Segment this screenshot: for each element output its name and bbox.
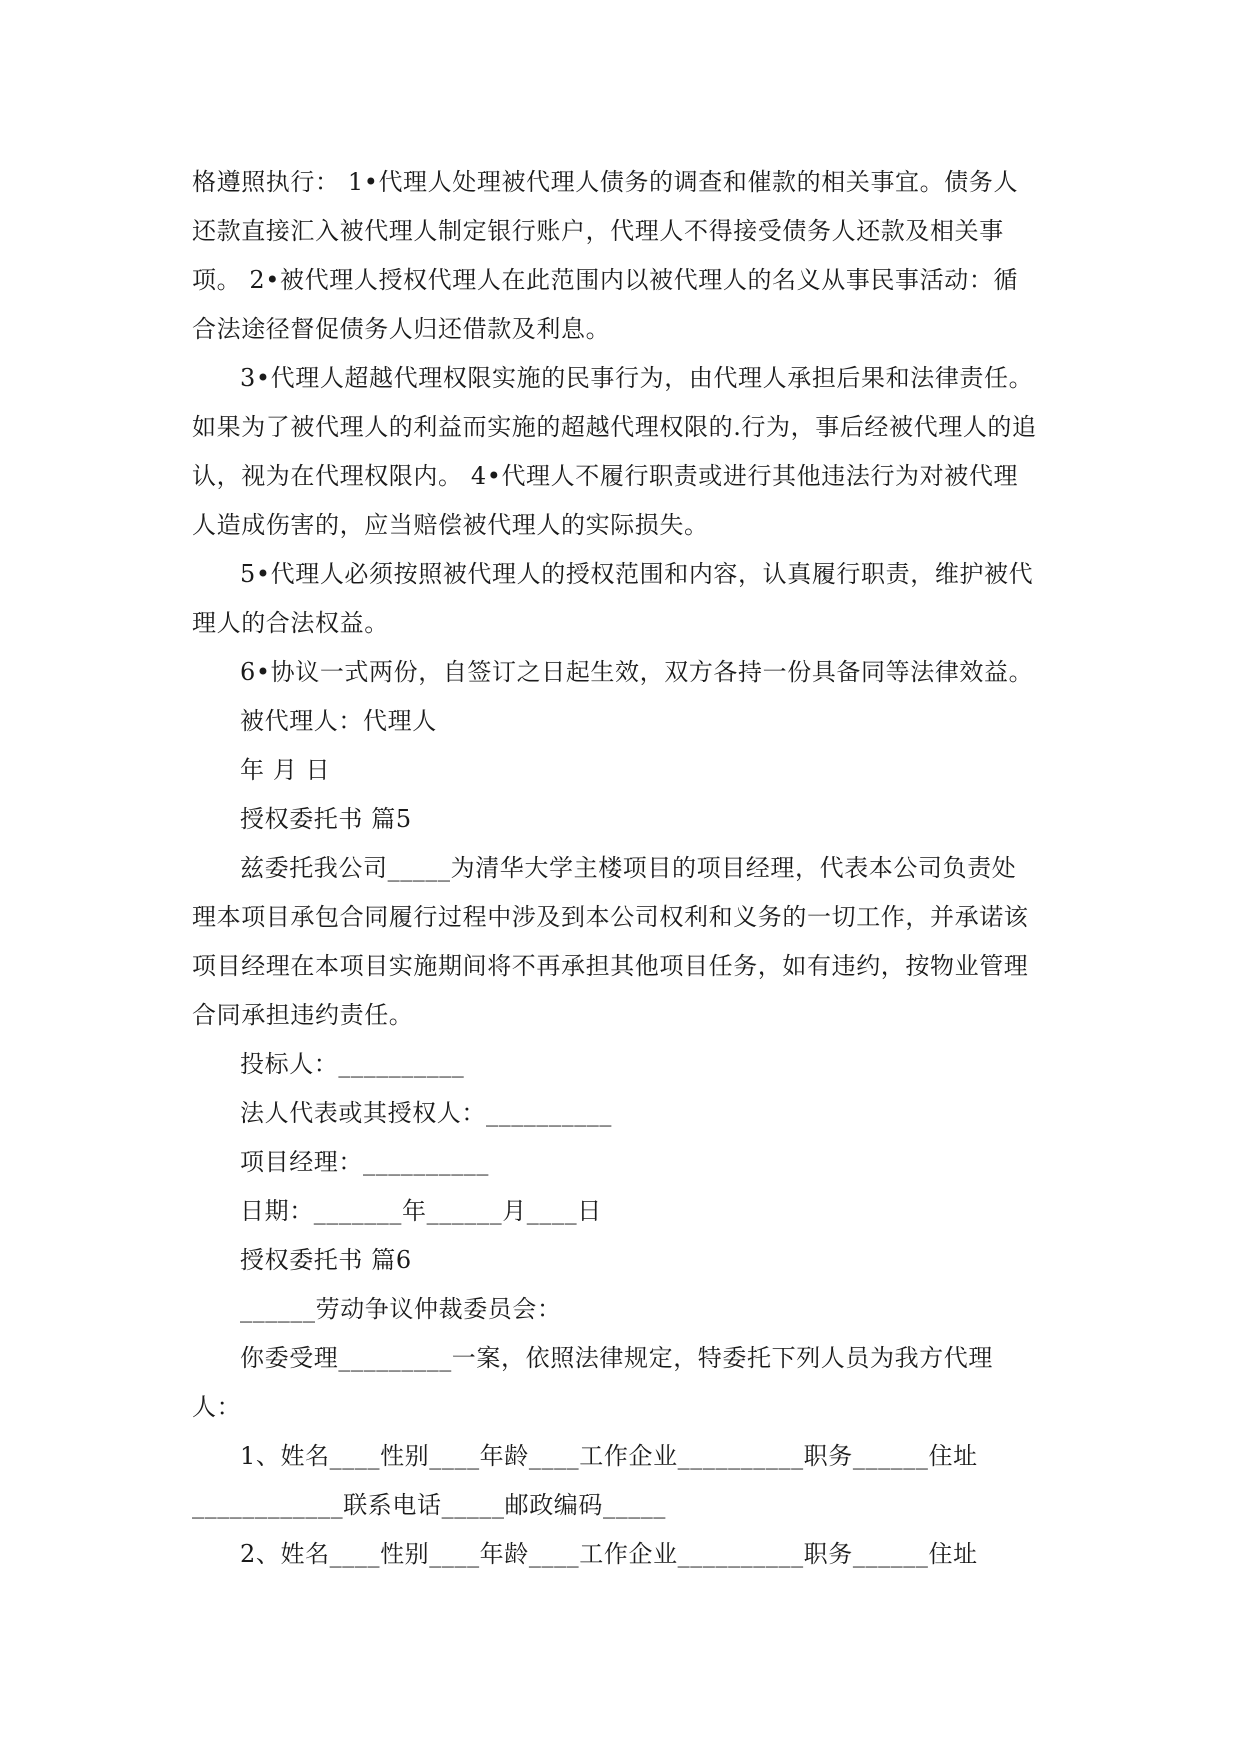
text-line: 合同承担违约责任。 [192, 1001, 414, 1029]
text-line: 合法途径督促债务人归还借款及利息。 [192, 315, 611, 343]
form-field-line: 项目经理：__________ [240, 1148, 489, 1176]
text-line: 如果为了被代理人的利益而实施的超越代理权限的.行为，事后经被代理人的追 [192, 413, 1037, 441]
date-line: 年 月 日 [240, 756, 331, 784]
form-field-line: 2、姓名____性别____年龄____工作企业__________职务______住址 [240, 1540, 978, 1568]
addressee-line: ______劳动争议仲裁委员会： [240, 1295, 562, 1323]
text-line: 理人的合法权益。 [192, 609, 389, 637]
text-line: 6•协议一式两份，自签订之日起生效，双方各持一份具备同等法律效益。 [240, 658, 1034, 686]
text-line: 认，视为在代理权限内。 4•代理人不履行职责或进行其他违法行为对被代理 [192, 462, 1019, 490]
signature-line: 被代理人：代理人 [240, 707, 437, 735]
form-field-line: ____________联系电话_____邮政编码_____ [192, 1491, 666, 1519]
text-line: 5•代理人必须按照被代理人的授权范围和内容，认真履行职责，维护被代 [240, 560, 1034, 588]
form-field-line: 法人代表或其授权人：__________ [240, 1099, 612, 1127]
text-line: 项目经理在本项目实施期间将不再承担其他项目任务，如有违约，按物业管理 [192, 952, 1029, 980]
section-heading: 授权委托书 篇6 [240, 1246, 412, 1274]
text-line: 还款直接汇入被代理人制定银行账户，代理人不得接受债务人还款及相关事 [192, 217, 1004, 245]
text-line: 你委受理_________一案，依照法律规定，特委托下列人员为我方代理 [240, 1344, 993, 1372]
text-line: 人造成伤害的，应当赔偿被代理人的实际损失。 [192, 511, 709, 539]
text-line: 3•代理人超越代理权限实施的民事行为，由代理人承担后果和法律责任。 [240, 364, 1034, 392]
text-line: 格遵照执行： 1•代理人处理被代理人债务的调查和催款的相关事宜。债务人 [192, 168, 1019, 196]
text-line: 人： [192, 1393, 242, 1421]
text-line: 理本项目承包合同履行过程中涉及到本公司权利和义务的一切工作，并承诺该 [192, 903, 1029, 931]
form-field-line: 日期：_______年______月____日 [240, 1197, 602, 1225]
text-line: 项。 2•被代理人授权代理人在此范围内以被代理人的名义从事民事活动：循 [192, 266, 1019, 294]
document-page [192, 158, 1056, 1579]
text-line: 兹委托我公司_____为清华大学主楼项目的项目经理，代表本公司负责处 [240, 854, 1017, 882]
form-field-line: 投标人：__________ [240, 1050, 465, 1078]
section-heading: 授权委托书 篇5 [240, 805, 412, 833]
form-field-line: 1、姓名____性别____年龄____工作企业__________职务______住址 [240, 1442, 978, 1470]
